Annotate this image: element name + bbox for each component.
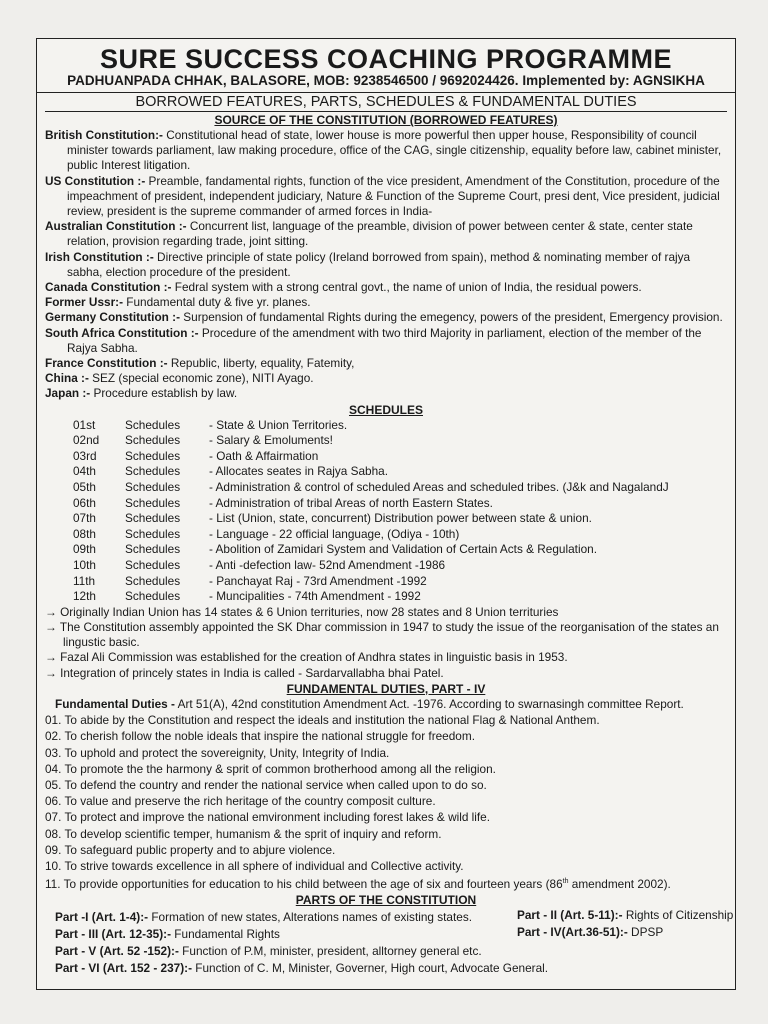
schedule-desc: - Administration & control of scheduled Areas and scheduled tribes. (J&k and NagalandJ <box>209 480 669 495</box>
schedule-word: Schedules <box>125 448 181 463</box>
source-text-cont: public Interest litigation. <box>67 158 191 173</box>
part-text: Function of P.M, minister, president, alltorney general etc. <box>178 944 482 959</box>
schedule-number: 01st <box>73 417 96 432</box>
schedule-word: Schedules <box>125 542 181 557</box>
arrow-icon: → <box>45 619 60 634</box>
source-item <box>37 326 735 356</box>
schedule-word: Schedules <box>125 495 181 510</box>
source-item <box>37 280 735 295</box>
schedule-number: 02nd <box>73 433 100 448</box>
source-item <box>37 174 735 220</box>
schedule-row <box>37 558 735 574</box>
duty-item: 09. To safeguard public property and to abjure violence. <box>45 842 336 857</box>
part-item <box>55 910 472 925</box>
duty-11-tail: amendment 2002). <box>568 877 671 892</box>
notes-list <box>37 605 735 681</box>
duty-item-11 <box>37 874 735 892</box>
source-text: Procedure of the amendment with two third Majority in parliament, election of the member of the <box>198 325 702 340</box>
part-text: Fundamental Rights <box>171 927 280 942</box>
part-item <box>55 961 548 976</box>
arrow-icon: → <box>45 650 61 665</box>
arrow-icon: → <box>45 604 61 619</box>
schedule-desc: - Anti -defection law- 52nd Amendment -1986 <box>209 558 446 572</box>
schedules-list <box>37 418 735 605</box>
main-heading: BORROWED FEATURES, PARTS, SCHEDULES & FUNDAMENTAL DUTIES <box>45 93 727 112</box>
schedules-heading: SCHEDULES <box>348 402 423 417</box>
note-item <box>37 650 735 665</box>
source-label: France Constitution :- <box>45 356 168 371</box>
part-item <box>517 908 733 923</box>
schedule-word: Schedules <box>125 511 181 526</box>
schedule-number: 04th <box>73 464 96 479</box>
schedule-word: Schedules <box>125 480 181 495</box>
duties-list <box>37 712 735 874</box>
schedule-number: 08th <box>73 526 96 541</box>
source-label: Canada Constitution :- <box>45 280 172 295</box>
part-item <box>517 925 663 940</box>
schedule-row <box>37 542 735 558</box>
schedule-number: 06th <box>73 495 96 510</box>
part-text: DPSP <box>627 925 664 940</box>
part-text: Rights of Citizenship <box>622 908 734 923</box>
source-text: Procedure establish by law. <box>90 386 238 401</box>
source-text: Fedral system with a strong central govt., the name of union of India, the residual powers. <box>171 280 642 295</box>
part-label: Part -I (Art. 1-4):- <box>55 910 149 925</box>
note-item <box>37 605 735 620</box>
source-label: Germany Constitution :- <box>45 310 181 325</box>
schedule-word: Schedules <box>125 526 181 541</box>
source-item <box>37 128 735 174</box>
schedule-row <box>37 527 735 543</box>
duties-intro-label: Fundamental Duties - <box>55 696 175 711</box>
source-text-cont: sabha, election procedure of the president. <box>67 264 291 279</box>
part-item <box>55 927 280 942</box>
schedule-desc: - Salary & Emoluments! <box>209 433 333 448</box>
source-label: British Constitution:- <box>45 128 163 142</box>
source-item <box>37 386 735 401</box>
source-label: China :- <box>45 371 89 386</box>
source-label: Former Ussr:- <box>45 295 124 310</box>
source-text-cont: Rajya Sabha. <box>67 340 138 355</box>
schedule-desc: - Oath & Affairmation <box>209 448 319 463</box>
duty-11-sup: th <box>562 878 569 886</box>
note-text: Integration of princely states in India is called - Sardarvallabha bhai Patel. <box>60 665 444 680</box>
source-label: Australian Constitution :- <box>45 219 187 234</box>
contact-line: PADHUANPADA CHHAK, BALASORE, MOB: 9238546500 / 9692024426. Implemented by: AGNSIKHA <box>37 73 735 93</box>
source-text-cont: relation, provision regarding trade, joint sitting. <box>67 234 309 249</box>
schedule-desc: - Muncipalities - 74th Amendment - 1992 <box>209 589 421 604</box>
schedule-number: 12th <box>73 589 96 604</box>
handout-page <box>36 38 736 990</box>
note-item <box>37 620 735 650</box>
schedule-desc: - Language - 22 official language, (Odiya - 10th) <box>209 526 460 541</box>
source-text-cont: impeachment of president, independent judiciary, Nature & Function of the Supreme Court, presi dent, Vice president, judicial <box>67 188 720 203</box>
source-text-cont: review, president is the supreme commander of armed forces in India- <box>67 204 433 219</box>
source-label: South Africa Constitution :- <box>45 325 199 340</box>
duties-intro <box>37 697 735 712</box>
duty-item: 08. To develop scientific temper, humanism & the sprit of inquiry and reform. <box>45 826 442 841</box>
schedule-desc: - Panchayat Raj - 73rd Amendment -1992 <box>209 573 427 588</box>
part-item <box>55 944 482 959</box>
source-label: US Constitution :- <box>45 173 146 188</box>
page-title: SURE SUCCESS COACHING PROGRAMME <box>99 44 673 74</box>
parts-heading: PARTS OF THE CONSTITUTION <box>295 893 477 908</box>
arrow-icon: → <box>45 665 61 680</box>
schedule-number: 05th <box>73 480 96 495</box>
duty-11-text: 11. To provide opportunities for education to his child between the age of six and fourteen years (86 <box>45 877 563 892</box>
schedule-row <box>37 480 735 496</box>
schedule-word: Schedules <box>125 573 181 588</box>
note-item <box>37 666 735 681</box>
schedule-word: Schedules <box>125 558 181 572</box>
source-item <box>37 295 735 310</box>
schedule-row <box>37 511 735 527</box>
source-text: Directive principle of state policy (Ireland borrowed from spain), method & nominating member of rajya <box>153 249 691 264</box>
note-text-cont: lingustic basic. <box>63 635 140 650</box>
schedule-row <box>37 589 735 605</box>
note-text: The Constitution assembly appointed the SK Dhar commission in 1947 to study the issue of the reorganisation of the states an <box>59 619 719 634</box>
schedule-number: 07th <box>73 511 96 526</box>
source-list <box>37 128 735 402</box>
source-text-cont: minister towards parliament, law making procedure, office of the CAG, single citizenship, equality before law, cabinet minister, <box>67 143 722 158</box>
schedule-row <box>37 449 735 465</box>
part-text: Formation of new states, Alterations names of existing states. <box>148 910 472 925</box>
source-text: Constitutional head of state, lower house is more powerful then upper house, Responsibility of council <box>162 128 697 142</box>
source-text: Republic, liberty, equality, Fatemity, <box>167 356 355 371</box>
schedule-word: Schedules <box>125 433 181 448</box>
duties-intro-text: Art 51(A), 42nd constitution Amendment Act. -1976. According to swarnasingh committee Report. <box>174 696 684 711</box>
source-text: Concurrent list, language of the preamble, division of power between center & state, center state <box>186 219 693 234</box>
duty-item: 01. To abide by the Constitution and respect the ideals and institution the national Flag & National Anthem. <box>45 713 600 728</box>
source-text: Fundamental duty & five yr. planes. <box>123 295 311 310</box>
part-label: Part - V (Art. 52 -152):- <box>55 944 179 959</box>
duty-item: 07. To protect and improve the national emvironment including forest lakes & wild life. <box>45 810 491 825</box>
source-label: Irish Constitution :- <box>45 249 154 264</box>
schedule-desc: - State & Union Territories. <box>209 417 348 432</box>
schedule-number: 09th <box>73 542 96 557</box>
source-text: Surpension of fundamental Rights during the emegency, powers of the president, Emergency provision. <box>180 310 723 325</box>
note-text: Originally Indian Union has 14 states & 6 Union territuries, now 28 states and 8 Union territuries <box>60 604 559 619</box>
source-item <box>37 356 735 371</box>
source-label: Japan :- <box>45 386 91 401</box>
schedule-word: Schedules <box>125 464 181 479</box>
parts-list <box>37 908 735 988</box>
source-heading: SOURCE OF THE CONSTITUTION (BORROWED FEATURES) <box>214 113 558 127</box>
duty-item: 06. To value and preserve the rich heritage of the country composit culture. <box>45 794 436 809</box>
part-label: Part - II (Art. 5-11):- <box>517 908 623 923</box>
schedule-row <box>37 464 735 480</box>
schedule-number: 11th <box>73 573 96 588</box>
source-item <box>37 310 735 325</box>
duty-item: 05. To defend the country and render the national service when called upon to do so. <box>45 778 487 793</box>
schedule-row <box>37 433 735 449</box>
duty-item: 10. To strive towards excellence in all sphere of individual and Collective activity. <box>45 859 464 874</box>
schedule-word: Schedules <box>125 589 181 604</box>
note-text: Fazal Ali Commission was established for the creation of Andhra states in linguistic basis in 1953. <box>60 650 568 665</box>
source-item <box>37 250 735 280</box>
duty-item: 04. To promote the the harmony & sprit of common brotherhood among all the religion. <box>45 761 496 776</box>
part-text: Function of C. M, Minister, Governer, High court, Advocate General. <box>192 961 549 976</box>
duties-heading: FUNDAMENTAL DUTIES, PART - IV <box>286 681 486 696</box>
source-text: SEZ (special economic zone), NITI Ayago. <box>88 371 314 386</box>
schedule-word: Schedules <box>125 417 181 432</box>
schedule-number: 03rd <box>73 448 97 463</box>
schedule-row <box>37 418 735 434</box>
schedule-row <box>37 496 735 512</box>
duty-item: 02. To cherish follow the noble ideals that inspire the national struggle for freedom. <box>45 729 475 744</box>
part-label: Part - IV(Art.36-51):- <box>517 925 628 940</box>
duty-item: 03. To uphold and protect the sovereignity, Unity, Integrity of India. <box>45 745 390 760</box>
schedule-row <box>37 574 735 590</box>
part-label: Part - III (Art. 12-35):- <box>55 927 172 942</box>
source-item <box>37 219 735 249</box>
part-label: Part - VI (Art. 152 - 237):- <box>55 961 193 976</box>
schedule-desc: - Administration of tribal Areas of north Eastern States. <box>209 495 493 510</box>
schedule-desc: - Abolition of Zamidari System and Validation of Certain Acts & Regulation. <box>209 542 597 557</box>
schedule-number: 10th <box>73 558 96 572</box>
schedule-desc: - List (Union, state, concurrent) Distribution power between state & union. <box>209 511 592 526</box>
source-item <box>37 371 735 386</box>
source-text: Preamble, fandamental rights, function of the vice president, Amendment of the Constitution, procedure of the <box>145 173 720 188</box>
schedule-desc: - Allocates seates in Rajya Sabha. <box>209 464 389 479</box>
